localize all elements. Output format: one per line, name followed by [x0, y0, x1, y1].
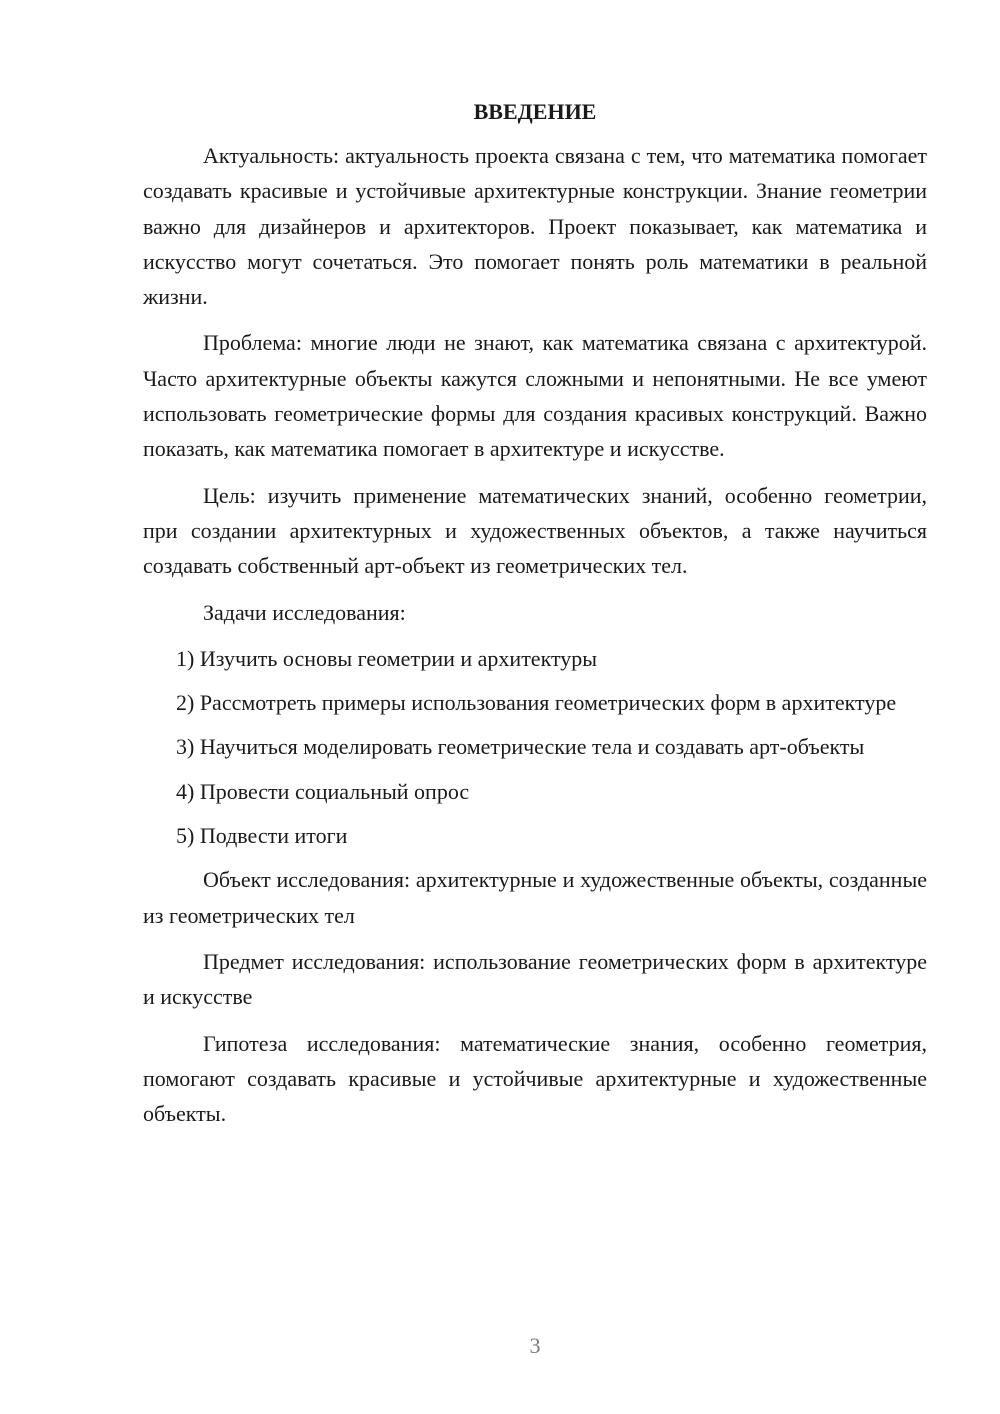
paragraph-relevance: Актуальность: актуальность проекта связана с тем, что математика помогает создавать красивые и устойчивые архитектурные конструкции. Знание геометрии важно для дизайнеров и архитекторов. Проект показывает, как математика и искусство могут сочетаться. Это помогает понять роль математики в реальной жизни.: [143, 143, 927, 310]
paragraph-object: Объект исследования: архитектурные и художественные объекты, созданные из геометрических тел: [143, 867, 927, 928]
paragraph-problem: Проблема: многие люди не знают, как математика связана с архитектурой. Часто архитектурные объекты кажутся сложными и непонятными. Не все умеют использовать геометрические формы для создания красивых конструкций. Важно показать, как математика помогает в архитектуре и искусстве.: [143, 330, 927, 462]
section-title: ВВЕДЕНИЕ: [473, 99, 597, 124]
task-item-3: 3) Научиться моделировать геометрические тела и создавать арт-объекты: [176, 734, 865, 760]
task-item-4: 4) Провести социальный опрос: [176, 778, 470, 804]
task-item-5: 5) Подвести итоги: [176, 823, 348, 849]
page-content: [143, 94, 927, 1142]
paragraph-goal: Цель: изучить применение математических знаний, особенно геометрии, при создании архитектурных и художественных объектов, а также научиться создавать собственный арт-объект из геометрических тел.: [143, 482, 927, 579]
page-number: 3: [529, 1333, 541, 1358]
paragraph-hypothesis: Гипотеза исследования: математические знания, особенно геометрия, помогают создавать красивые и устойчивые архитектурные и художественные объекты.: [143, 1030, 927, 1127]
paragraph-tasks-heading: Задачи исследования:: [203, 599, 406, 625]
task-item-2: 2) Рассмотреть примеры использования геометрических форм в архитектуре: [176, 690, 897, 716]
paragraph-subject: Предмет исследования: использование геометрических форм в архитектуре и искусстве: [143, 948, 927, 1010]
task-item-1: 1) Изучить основы геометрии и архитектуры: [176, 645, 598, 671]
